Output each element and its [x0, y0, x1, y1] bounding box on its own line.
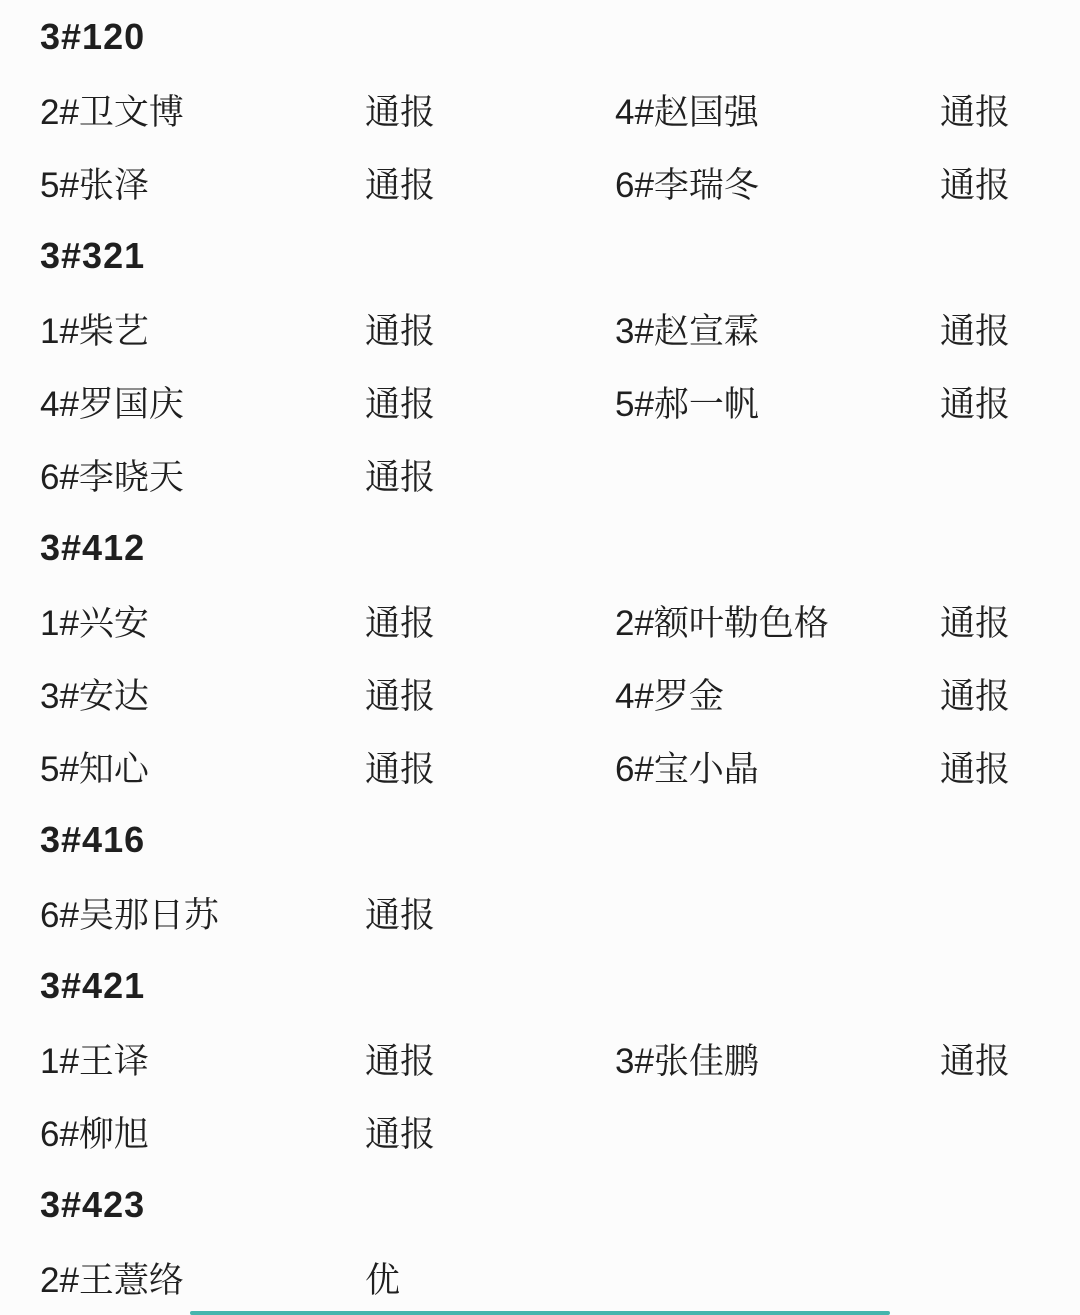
entry-row	[40, 657, 1080, 730]
status-label-right: 通报	[940, 92, 1011, 132]
entry-row	[40, 1022, 1080, 1095]
status-label-right: 通报	[940, 384, 1011, 424]
room-number-heading: 3#423	[40, 1183, 146, 1225]
resident-name-right: 5#郝一帆	[615, 384, 759, 424]
resident-name-right: 2#额叶勒色格	[615, 603, 829, 643]
room-number-heading: 3#416	[40, 818, 146, 860]
entry-row	[40, 1095, 1080, 1168]
status-label-left: 通报	[365, 384, 436, 424]
entry-row	[40, 730, 1080, 803]
resident-name-left: 2#王薏络	[40, 1260, 184, 1300]
resident-name-right: 4#罗金	[615, 676, 724, 716]
status-label-left: 通报	[365, 895, 436, 935]
resident-name-left: 5#知心	[40, 749, 149, 789]
resident-name-left: 3#安达	[40, 676, 149, 716]
entry-row	[40, 876, 1080, 949]
section-line	[40, 511, 1080, 584]
section-line	[40, 219, 1080, 292]
entry-row	[40, 365, 1080, 438]
resident-name-left: 1#兴安	[40, 603, 149, 643]
resident-name-left: 4#罗国庆	[40, 384, 184, 424]
status-label-right: 通报	[940, 749, 1011, 789]
section-line	[40, 0, 1080, 73]
entry-row	[40, 146, 1080, 219]
status-label-left: 通报	[365, 165, 436, 205]
resident-name-left: 5#张泽	[40, 165, 149, 205]
status-label-right: 通报	[940, 1041, 1011, 1081]
status-label-left: 通报	[365, 676, 436, 716]
bottom-divider-line	[190, 1311, 890, 1315]
entry-row	[40, 1241, 1080, 1314]
status-label-left: 通报	[365, 1041, 436, 1081]
section-line	[40, 949, 1080, 1022]
status-label-left: 优	[365, 1260, 401, 1300]
room-number-heading: 3#412	[40, 526, 146, 568]
section-line	[40, 803, 1080, 876]
entry-row	[40, 438, 1080, 511]
resident-name-left: 6#李晓天	[40, 457, 184, 497]
resident-name-right: 3#张佳鹏	[615, 1041, 759, 1081]
section-line	[40, 1168, 1080, 1241]
status-label-left: 通报	[365, 749, 436, 789]
room-number-heading: 3#120	[40, 15, 146, 57]
status-label-left: 通报	[365, 311, 436, 351]
status-label-right: 通报	[940, 603, 1011, 643]
status-label-left: 通报	[365, 457, 436, 497]
resident-name-left: 2#卫文博	[40, 92, 184, 132]
status-label-right: 通报	[940, 676, 1011, 716]
entry-row	[40, 73, 1080, 146]
status-label-right: 通报	[940, 165, 1011, 205]
resident-name-left: 6#柳旭	[40, 1114, 149, 1154]
resident-name-right: 6#宝小晶	[615, 749, 759, 789]
resident-name-left: 1#王译	[40, 1041, 149, 1081]
entry-row	[40, 292, 1080, 365]
resident-name-right: 3#赵宣霖	[615, 311, 759, 351]
resident-name-left: 6#吴那日苏	[40, 895, 219, 935]
status-label-left: 通报	[365, 92, 436, 132]
entry-row	[40, 584, 1080, 657]
status-label-right: 通报	[940, 311, 1011, 351]
status-label-left: 通报	[365, 1114, 436, 1154]
resident-name-left: 1#柴艺	[40, 311, 149, 351]
room-number-heading: 3#321	[40, 234, 146, 276]
resident-name-right: 4#赵国强	[615, 92, 759, 132]
resident-name-right: 6#李瑞冬	[615, 165, 759, 205]
room-number-heading: 3#421	[40, 964, 146, 1006]
status-label-left: 通报	[365, 603, 436, 643]
